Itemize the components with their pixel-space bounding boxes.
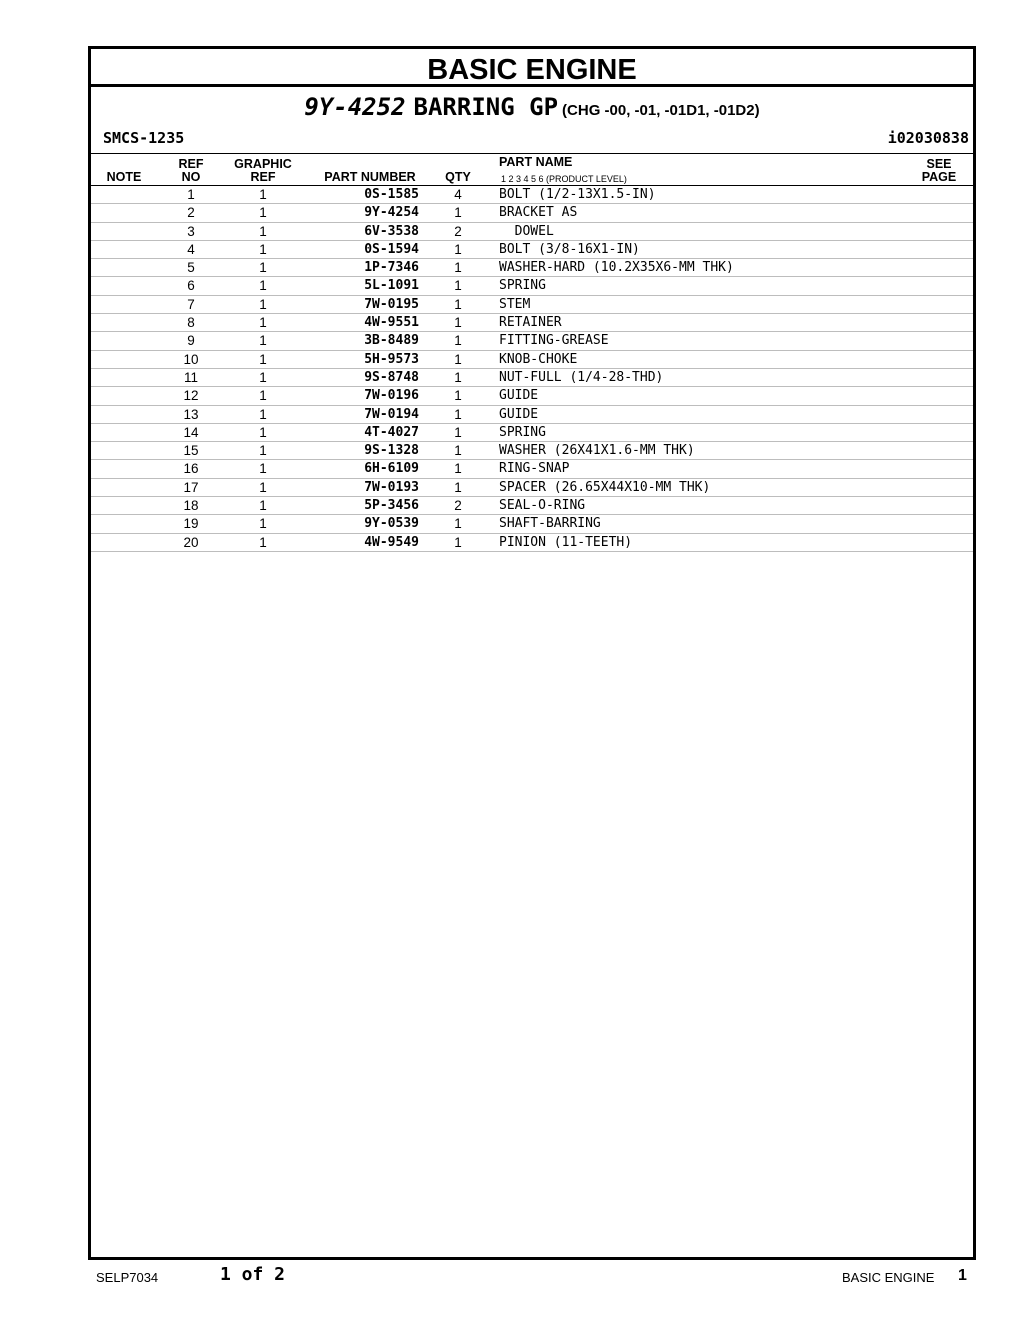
col-see-top: SEE [926, 157, 952, 171]
part-number-cell: 5P-3456 [364, 498, 419, 514]
table-row [91, 460, 973, 478]
graphic-ref-cell: 1 [259, 205, 267, 221]
footer-page-number: 1 [958, 1267, 967, 1284]
ref-no-cell: 20 [183, 534, 199, 550]
graphic-ref-cell: 1 [259, 424, 267, 440]
col-ref-top: REF [178, 157, 204, 171]
table-row [91, 332, 973, 350]
part-number-cell: 7W-0193 [364, 479, 419, 495]
part-number-cell: 0S-1594 [364, 241, 419, 257]
part-number-cell: 9S-8748 [364, 369, 419, 385]
footer-page-count: 1 of 2 [220, 1264, 286, 1285]
table-row [91, 223, 973, 241]
ref-no-cell: 17 [183, 479, 199, 495]
smcs-code: SMCS-1235 [103, 129, 185, 147]
graphic-ref-cell: 1 [259, 388, 267, 404]
table-row [91, 296, 973, 314]
ref-no-cell: 14 [183, 424, 199, 440]
part-name-cell: SPACER (26.65X44X10-MM THK) [499, 479, 711, 495]
part-number-cell: 7W-0195 [364, 296, 419, 312]
graphic-ref-cell: 1 [259, 241, 267, 257]
part-name-cell: RING-SNAP [499, 461, 570, 477]
group-heading [91, 93, 973, 121]
ref-no-cell: 11 [183, 369, 198, 385]
table-row [91, 277, 973, 295]
part-name-cell: NUT-FULL (1/4-28-THD) [499, 369, 664, 385]
part-number-cell: 7W-0194 [364, 406, 419, 422]
part-number-cell: 6H-6109 [364, 461, 419, 477]
col-ref-no [171, 158, 211, 184]
part-number-cell: 3B-8489 [364, 333, 419, 349]
group-name: BARRING GP [413, 93, 559, 121]
ref-no-cell: 4 [187, 241, 195, 257]
qty-cell: 1 [454, 424, 462, 440]
qty-cell: 1 [454, 315, 462, 331]
part-name-cell: BOLT (1/2-13X1.5-IN) [499, 187, 656, 202]
part-number-cell: 9S-1328 [364, 443, 419, 459]
table-row [91, 241, 973, 259]
graphic-ref-cell: 1 [259, 461, 267, 477]
part-name-cell: RETAINER [499, 315, 562, 331]
part-name-cell: WASHER-HARD (10.2X35X6-MM THK) [499, 260, 734, 276]
ref-no-cell: 3 [187, 223, 195, 239]
qty-cell: 1 [454, 388, 462, 404]
graphic-ref-cell: 1 [259, 278, 267, 294]
part-number-cell: 6V-3538 [364, 223, 419, 239]
part-name-cell: FITTING-GREASE [499, 333, 609, 349]
part-name-cell: BOLT (3/8-16X1-IN) [499, 241, 640, 257]
part-name-cell: SPRING [499, 278, 546, 294]
change-level: (CHG -00, -01, -01D1, -01D2) [562, 102, 760, 119]
qty-cell: 1 [454, 461, 462, 477]
graphic-ref-cell: 1 [259, 223, 267, 239]
col-part-name: PART NAME [499, 155, 573, 169]
graphic-ref-cell: 1 [259, 516, 267, 532]
part-name-cell: STEM [499, 296, 531, 312]
qty-cell: 1 [454, 479, 462, 495]
part-name-cell: DOWEL [499, 223, 554, 239]
table-row [91, 534, 973, 552]
graphic-ref-cell: 1 [259, 534, 267, 550]
qty-cell: 1 [454, 296, 462, 312]
col-see-page [911, 158, 967, 184]
ref-no-cell: 19 [183, 516, 199, 532]
graphic-ref-cell: 1 [259, 479, 267, 495]
qty-cell: 1 [454, 278, 462, 294]
part-number-cell: 7W-0196 [364, 388, 419, 404]
graphic-ref-cell: 1 [259, 443, 267, 459]
page-title: BASIC ENGINE [91, 49, 973, 87]
graphic-ref-cell: 1 [259, 260, 267, 276]
col-qty: QTY [445, 170, 471, 184]
table-row [91, 259, 973, 277]
parts-table [91, 186, 973, 552]
document-id: i02030838 [887, 129, 969, 147]
graphic-ref-cell: 1 [259, 498, 267, 514]
col-graphic-bottom: REF [250, 170, 276, 184]
col-ref-bottom: NO [181, 170, 201, 184]
qty-cell: 1 [454, 534, 462, 550]
qty-cell: 1 [454, 241, 462, 257]
qty-cell: 2 [454, 223, 462, 239]
ref-no-cell: 16 [183, 461, 199, 477]
part-number-cell: 9Y-0539 [364, 516, 419, 532]
qty-cell: 1 [454, 260, 462, 276]
table-row [91, 515, 973, 533]
ref-no-cell: 9 [187, 333, 195, 349]
part-name-cell: SPRING [499, 424, 546, 440]
part-number-cell: 5H-9573 [364, 351, 419, 367]
ref-no-cell: 5 [187, 260, 195, 276]
part-number-cell: 4T-4027 [364, 424, 419, 440]
part-name-cell: SEAL-O-RING [499, 498, 586, 514]
part-number-cell: 1P-7346 [364, 260, 419, 276]
col-graphic-top: GRAPHIC [234, 157, 292, 171]
table-row [91, 479, 973, 497]
part-name-cell: BRACKET AS [499, 205, 578, 221]
qty-cell: 1 [454, 443, 462, 459]
part-name-cell: SHAFT-BARRING [499, 516, 601, 532]
graphic-ref-cell: 1 [259, 296, 267, 312]
header-divider [91, 153, 973, 154]
product-levels: 1 2 3 4 5 6 (PRODUCT LEVEL) [501, 174, 627, 184]
part-name-cell: PINION (11-TEETH) [499, 534, 633, 550]
part-number-cell: 9Y-4254 [364, 205, 419, 221]
part-number-cell: 4W-9549 [364, 534, 419, 550]
part-number-cell: 4W-9551 [364, 315, 419, 331]
graphic-ref-cell: 1 [259, 315, 267, 331]
part-name-cell: GUIDE [499, 406, 539, 422]
ref-no-cell: 12 [183, 388, 199, 404]
table-row [91, 424, 973, 442]
part-name-cell: WASHER (26X41X1.6-MM THK) [499, 443, 695, 459]
table-row [91, 314, 973, 332]
qty-cell: 1 [454, 406, 462, 422]
qty-cell: 1 [454, 205, 462, 221]
ref-no-cell: 1 [187, 187, 195, 202]
col-see-bottom: PAGE [921, 170, 957, 184]
qty-cell: 2 [454, 498, 462, 514]
group-part-number: 9Y-4252 [304, 93, 406, 121]
col-note: NOTE [106, 170, 142, 184]
part-name-cell: GUIDE [499, 388, 539, 404]
ref-no-cell: 13 [183, 406, 199, 422]
qty-cell: 1 [454, 516, 462, 532]
part-number-cell: 0S-1585 [364, 187, 419, 202]
graphic-ref-cell: 1 [259, 369, 267, 385]
graphic-ref-cell: 1 [259, 351, 267, 367]
table-row [91, 186, 973, 204]
table-row [91, 406, 973, 424]
qty-cell: 1 [454, 369, 462, 385]
table-row [91, 204, 973, 222]
footer-section: BASIC ENGINE [842, 1270, 935, 1285]
col-part-number: PART NUMBER [324, 170, 416, 184]
qty-cell: 1 [454, 351, 462, 367]
table-row [91, 442, 973, 460]
part-number-cell: 5L-1091 [364, 278, 419, 294]
footer-document-code: SELP7034 [96, 1270, 159, 1285]
graphic-ref-cell: 1 [259, 333, 267, 349]
col-graphic-ref [229, 158, 297, 184]
graphic-ref-cell: 1 [259, 187, 267, 202]
ref-no-cell: 7 [187, 296, 195, 312]
table-row [91, 387, 973, 405]
ref-no-cell: 10 [183, 351, 199, 367]
qty-cell: 4 [454, 187, 462, 202]
ref-no-cell: 8 [187, 315, 195, 331]
qty-cell: 1 [454, 333, 462, 349]
page-frame [88, 46, 976, 1260]
graphic-ref-cell: 1 [259, 406, 267, 422]
ref-no-cell: 18 [183, 498, 199, 514]
table-row [91, 351, 973, 369]
part-name-cell: KNOB-CHOKE [499, 351, 578, 367]
ref-no-cell: 6 [187, 278, 195, 294]
table-row [91, 369, 973, 387]
table-row [91, 497, 973, 515]
ref-no-cell: 15 [183, 443, 199, 459]
ref-no-cell: 2 [187, 205, 195, 221]
